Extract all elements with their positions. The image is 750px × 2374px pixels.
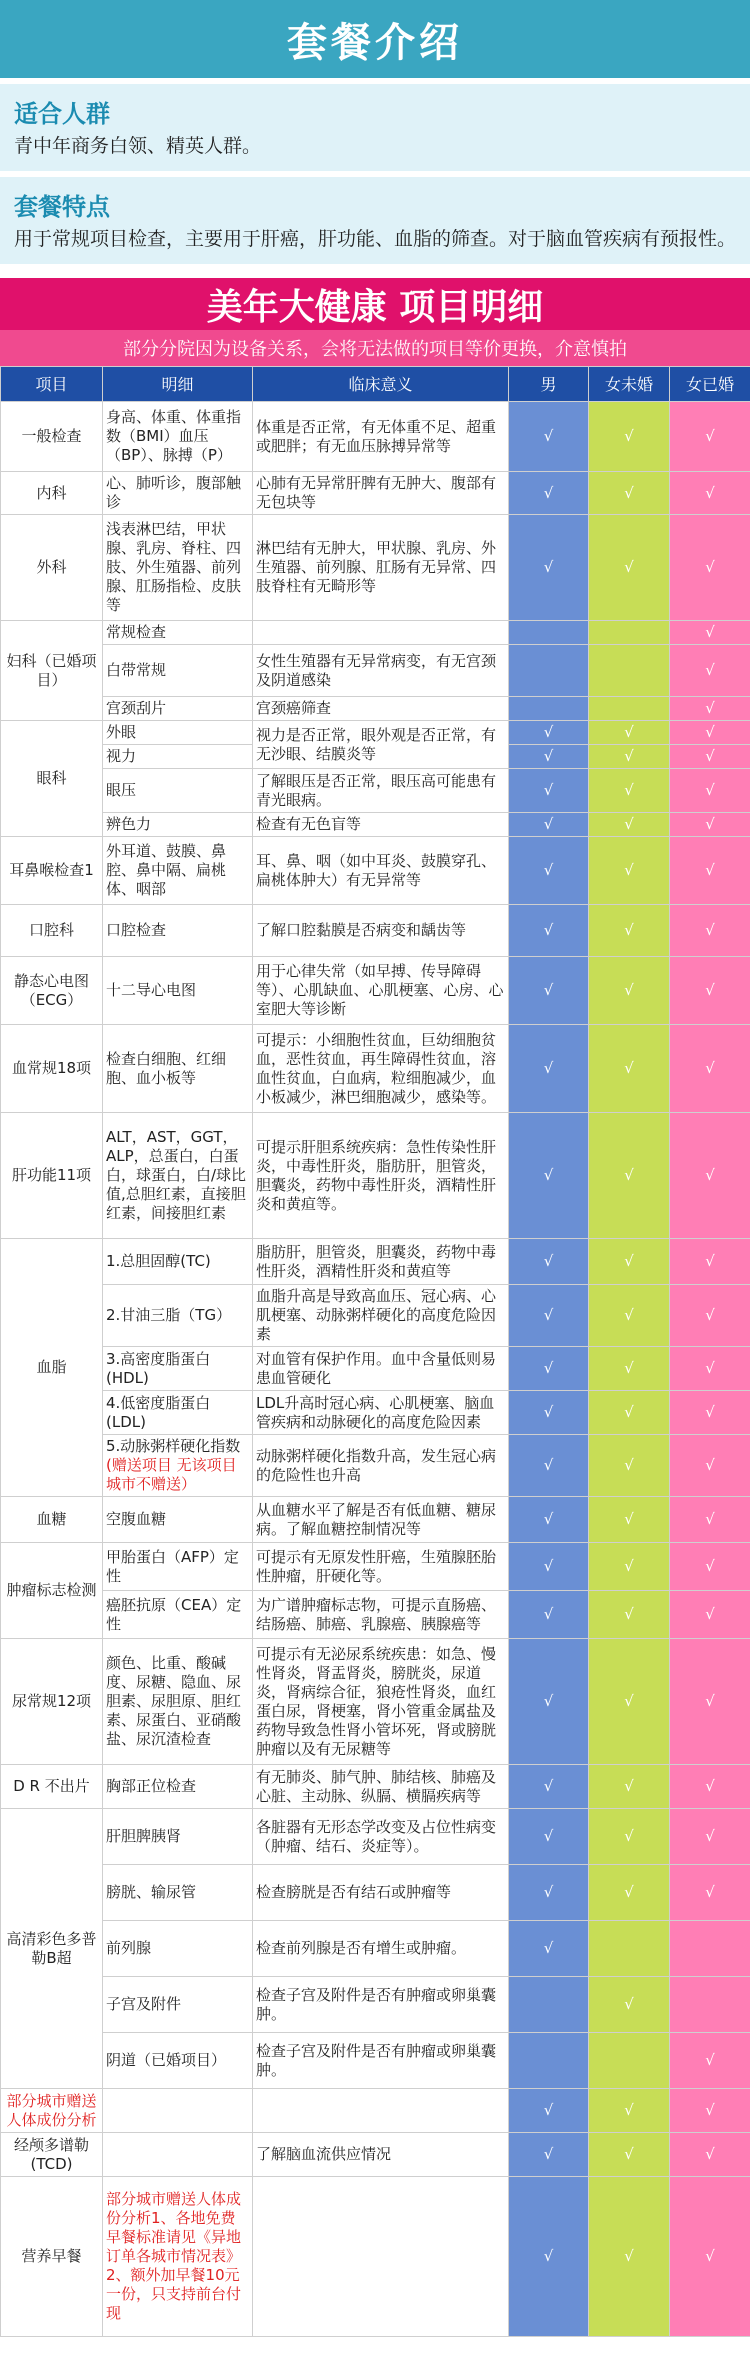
table-row	[1, 905, 750, 957]
detail-cell: 辨色力	[103, 813, 253, 837]
meaning-cell: 检查子宫及附件是否有肿瘤或卵巢囊肿。	[253, 1977, 509, 2033]
detail-cell: 4.低密度脂蛋白(LDL)	[103, 1391, 253, 1435]
suitable-text: 青中年商务白领、精英人群。	[14, 135, 262, 157]
table-row	[1, 1809, 750, 1865]
married-check: √	[670, 1543, 750, 1591]
married-check: √	[670, 957, 750, 1025]
married-empty	[670, 1977, 750, 2033]
table-row	[1, 1497, 750, 1543]
table-row	[1, 515, 750, 621]
single-empty	[589, 645, 670, 697]
table-row	[1, 721, 750, 745]
detail-cell: 外眼	[103, 721, 253, 745]
meaning-cell: 了解口腔黏膜是否病变和龋齿等	[253, 905, 509, 957]
meaning-cell: LDL升高时冠心病、心肌梗塞、脑血管疾病和动脉硬化的高度危险因素	[253, 1391, 509, 1435]
category-cell: 外科	[1, 515, 103, 621]
meaning-cell: 视力是否正常，眼外观是否正常，有无沙眼、结膜炎等	[253, 721, 509, 769]
table-row	[1, 2033, 750, 2089]
single-check: √	[589, 813, 670, 837]
col-male: 男	[509, 367, 589, 402]
single-check: √	[589, 1285, 670, 1347]
gift-note: (赠送项目 无该项目城市不赠送）	[106, 1456, 237, 1493]
male-empty	[509, 1977, 589, 2033]
single-check: √	[589, 837, 670, 905]
item-table	[0, 366, 750, 2337]
male-empty	[509, 621, 589, 645]
detail-cell: 3.高密度脂蛋白(HDL)	[103, 1347, 253, 1391]
detail-cell: 十二导心电图	[103, 957, 253, 1025]
detail-cell: 检查白细胞、红细胞、血小板等	[103, 1025, 253, 1113]
detail-cell: 癌胚抗原（CEA）定性	[103, 1591, 253, 1639]
category-cell: 经颅多谱勒(TCD)	[1, 2133, 103, 2177]
meaning-cell: 对血管有保护作用。血中含量低则易患血管硬化	[253, 1347, 509, 1391]
category-cell: 静态心电图（ECG）	[1, 957, 103, 1025]
meaning-cell: 有无肺炎、肺气肿、肺结核、肺癌及心脏、主动脉、纵膈、横膈疾病等	[253, 1765, 509, 1809]
single-check: √	[589, 1809, 670, 1865]
meaning-cell: 动脉粥样硬化指数升高，发生冠心病的危险性也升高	[253, 1435, 509, 1497]
married-check: √	[670, 1497, 750, 1543]
married-check: √	[670, 721, 750, 745]
table-row	[1, 2177, 750, 2337]
category-cell: 尿常规12项	[1, 1639, 103, 1765]
col-single: 女未婚	[589, 367, 670, 402]
detail-cell: 心、肺听诊，腹部触诊	[103, 472, 253, 515]
male-check: √	[509, 1347, 589, 1391]
detail-cell: 膀胱、输尿管	[103, 1865, 253, 1921]
married-check: √	[670, 1347, 750, 1391]
meaning-cell: 了解眼压是否正常，眼压高可能患有青光眼病。	[253, 769, 509, 813]
married-check: √	[670, 515, 750, 621]
meaning-cell	[253, 2089, 509, 2133]
table-row	[1, 472, 750, 515]
male-check: √	[509, 1865, 589, 1921]
table-row	[1, 1921, 750, 1977]
page-title: 套餐介绍	[287, 19, 463, 66]
meaning-cell: 了解脑血流供应情况	[253, 2133, 509, 2177]
table-row	[1, 837, 750, 905]
meaning-cell: 脂肪肝，胆管炎，胆囊炎，药物中毒性肝炎，酒精性肝炎和黄疸等	[253, 1239, 509, 1285]
page-header	[0, 0, 750, 78]
married-check: √	[670, 1809, 750, 1865]
male-check: √	[509, 1765, 589, 1809]
table-row	[1, 402, 750, 472]
married-check: √	[670, 402, 750, 472]
male-check: √	[509, 1809, 589, 1865]
meaning-cell: 检查子宫及附件是否有肿瘤或卵巢囊肿。	[253, 2033, 509, 2089]
single-check: √	[589, 1113, 670, 1239]
table-row	[1, 1285, 750, 1347]
male-check: √	[509, 957, 589, 1025]
table-row	[1, 1435, 750, 1497]
spacer	[0, 264, 750, 278]
male-check: √	[509, 1113, 589, 1239]
detail-cell: 2.甘油三脂（TG）	[103, 1285, 253, 1347]
detail-cell: 浅表淋巴结，甲状腺、乳房、脊柱、四肢、外生殖器、前列腺、肛肠指检、皮肤等	[103, 515, 253, 621]
meaning-cell: 各脏器有无形态学改变及占位性病变（肿瘤、结石、炎症等）。	[253, 1809, 509, 1865]
category-cell: 耳鼻喉检查1	[1, 837, 103, 905]
meaning-cell	[253, 2177, 509, 2337]
category-cell: 血脂	[1, 1239, 103, 1497]
meaning-cell: 体重是否正常，有无体重不足、超重或肥胖；有无血压脉搏异常等	[253, 402, 509, 472]
table-row	[1, 2133, 750, 2177]
male-check: √	[509, 1591, 589, 1639]
table-row	[1, 1391, 750, 1435]
married-check: √	[670, 1391, 750, 1435]
detail-text: 5.动脉粥样硬化指数	[106, 1437, 241, 1455]
detail-cell: 常规检查	[103, 621, 253, 645]
meaning-cell: 女性生殖器有无异常病变，有无宫颈及阴道感染	[253, 645, 509, 697]
category-cell: 内科	[1, 472, 103, 515]
single-check: √	[589, 1239, 670, 1285]
detail-cell: 1.总胆固醇(TC)	[103, 1239, 253, 1285]
married-check: √	[670, 837, 750, 905]
table-row	[1, 1113, 750, 1239]
table-row	[1, 1347, 750, 1391]
detail-cell: 身高、体重、体重指数（BMI）血压（BP）、脉搏（P）	[103, 402, 253, 472]
table-row	[1, 1865, 750, 1921]
meaning-cell	[253, 621, 509, 645]
male-check: √	[509, 721, 589, 745]
suitable-heading: 适合人群	[14, 100, 110, 128]
category-cell: 眼科	[1, 721, 103, 837]
male-check: √	[509, 905, 589, 957]
male-check: √	[509, 515, 589, 621]
male-check: √	[509, 837, 589, 905]
male-check: √	[509, 2133, 589, 2177]
detail-notice: 部分分院因为设备关系，会将无法做的项目等价更换，介意慎拍	[0, 330, 750, 366]
table-row	[1, 769, 750, 813]
single-check: √	[589, 905, 670, 957]
category-cell: 一般检查	[1, 402, 103, 472]
single-check: √	[589, 1347, 670, 1391]
married-check: √	[670, 2177, 750, 2337]
detail-cell	[103, 2133, 253, 2177]
detail-cell: 颜色、比重、酸碱度、尿糖、隐血、尿胆素、尿胆原、胆红素、尿蛋白、亚硝酸盐、尿沉渣检查	[103, 1639, 253, 1765]
married-check: √	[670, 1639, 750, 1765]
single-check: √	[589, 1765, 670, 1809]
married-check: √	[670, 1113, 750, 1239]
table-row	[1, 2089, 750, 2133]
single-check: √	[589, 515, 670, 621]
male-check: √	[509, 769, 589, 813]
meaning-cell: 用于心律失常（如早搏、传导障碍等）、心肌缺血、心肌梗塞、心房、心室肥大等诊断	[253, 957, 509, 1025]
detail-cell: 白带常规	[103, 645, 253, 697]
detail-cell: 子宫及附件	[103, 1977, 253, 2033]
married-check: √	[670, 2033, 750, 2089]
married-check: √	[670, 1765, 750, 1809]
single-check: √	[589, 1865, 670, 1921]
single-check: √	[589, 472, 670, 515]
table-row	[1, 1025, 750, 1113]
meaning-cell: 检查膀胱是否有结石或肿瘤等	[253, 1865, 509, 1921]
male-check: √	[509, 1543, 589, 1591]
detail-cell: 宫颈刮片	[103, 697, 253, 721]
detail-cell	[103, 1435, 253, 1497]
detail-cell: 外耳道、鼓膜、鼻腔、鼻中隔、扁桃体、咽部	[103, 837, 253, 905]
male-empty	[509, 697, 589, 721]
male-check: √	[509, 1639, 589, 1765]
single-empty	[589, 1921, 670, 1977]
category-cell: 营养早餐	[1, 2177, 103, 2337]
married-check: √	[670, 813, 750, 837]
male-check: √	[509, 2177, 589, 2337]
male-check: √	[509, 1497, 589, 1543]
single-check: √	[589, 1977, 670, 2033]
detail-cell: 胸部正位检查	[103, 1765, 253, 1809]
married-empty	[670, 1921, 750, 1977]
table-row	[1, 813, 750, 837]
category-cell: 肿瘤标志检测	[1, 1543, 103, 1639]
meaning-cell: 可提示肝胆系统疾病：急性传染性肝炎，中毒性肝炎，脂肪肝，胆管炎，胆囊炎，药物中毒性肝炎，酒精性肝炎和黄疸等。	[253, 1113, 509, 1239]
detail-cell: 口腔检查	[103, 905, 253, 957]
meaning-cell: 可提示有无泌尿系统疾患：如急、慢性肾炎，肾盂肾炎，膀胱炎，尿道炎，肾病综合征，狼疮性肾炎，血红蛋白尿，肾梗塞，肾小管重金属盐及药物导致急性肾小管坏死，肾或膀胱肿瘤以及有无尿糖等	[253, 1639, 509, 1765]
meaning-cell: 宫颈癌筛查	[253, 697, 509, 721]
male-check: √	[509, 472, 589, 515]
single-check: √	[589, 1435, 670, 1497]
table-row	[1, 1977, 750, 2033]
features-text: 用于常规项目检查，主要用于肝癌，肝功能、血脂的筛查。对于脑血管疾病有预报性。	[14, 228, 737, 250]
single-check: √	[589, 957, 670, 1025]
meaning-cell: 检查前列腺是否有增生或肿瘤。	[253, 1921, 509, 1977]
single-empty	[589, 2033, 670, 2089]
married-check: √	[670, 1435, 750, 1497]
detail-cell: 甲胎蛋白（AFP）定性	[103, 1543, 253, 1591]
married-check: √	[670, 2089, 750, 2133]
meaning-cell: 可提示：小细胞性贫血，巨幼细胞贫血，恶性贫血，再生障碍性贫血，溶血性贫血，白血病，粒细胞减少，血小板减少，淋巴细胞减少，感染等。	[253, 1025, 509, 1113]
male-check: √	[509, 1391, 589, 1435]
male-check: √	[509, 2089, 589, 2133]
married-check: √	[670, 745, 750, 769]
detail-cell: 部分城市赠送人体成份分析1、各地免费早餐标准请见《异地订单各城市情况表》 2、额外加早餐10元一份，只支持前台付现	[103, 2177, 253, 2337]
male-check: √	[509, 1285, 589, 1347]
category-cell: 妇科（已婚项目）	[1, 621, 103, 721]
meaning-cell: 淋巴结有无肿大，甲状腺、乳房、外生殖器、前列腺、肛肠有无异常、四肢脊柱有无畸形等	[253, 515, 509, 621]
married-check: √	[670, 1285, 750, 1347]
detail-cell: 前列腺	[103, 1921, 253, 1977]
meaning-cell: 可提示有无原发性肝癌，生殖腺胚胎性肿瘤，肝硬化等。	[253, 1543, 509, 1591]
single-check: √	[589, 1639, 670, 1765]
detail-cell	[103, 2089, 253, 2133]
single-check: √	[589, 1391, 670, 1435]
meaning-cell: 检查有无色盲等	[253, 813, 509, 837]
table-row	[1, 957, 750, 1025]
category-cell: 血常规18项	[1, 1025, 103, 1113]
category-cell: 部分城市赠送人体成份分析	[1, 2089, 103, 2133]
male-empty	[509, 645, 589, 697]
married-check: √	[670, 1025, 750, 1113]
male-check: √	[509, 1435, 589, 1497]
category-cell: D R 不出片	[1, 1765, 103, 1809]
single-check: √	[589, 1591, 670, 1639]
married-check: √	[670, 905, 750, 957]
single-check: √	[589, 1497, 670, 1543]
features-section	[0, 177, 750, 264]
male-check: √	[509, 1025, 589, 1113]
married-check: √	[670, 645, 750, 697]
category-cell: 血糖	[1, 1497, 103, 1543]
category-cell: 肝功能11项	[1, 1113, 103, 1239]
male-check: √	[509, 1921, 589, 1977]
single-check: √	[589, 745, 670, 769]
table-row	[1, 697, 750, 721]
detail-title: 美年大健康 项目明细	[0, 278, 750, 330]
single-check: √	[589, 402, 670, 472]
features-heading: 套餐特点	[14, 193, 110, 221]
detail-cell: ALT，AST，GGT，ALP，总蛋白，白蛋白，球蛋白，白/球比值,总胆红素，直接胆红素，间接胆红素	[103, 1113, 253, 1239]
detail-cell: 阴道（已婚项目）	[103, 2033, 253, 2089]
married-check: √	[670, 1591, 750, 1639]
category-cell: 口腔科	[1, 905, 103, 957]
col-meaning: 临床意义	[253, 367, 509, 402]
table-row	[1, 1239, 750, 1285]
married-check: √	[670, 1239, 750, 1285]
married-check: √	[670, 621, 750, 645]
table-row	[1, 1543, 750, 1591]
meaning-cell: 血脂升高是导致高血压、冠心病、心肌梗塞、动脉粥样硬化的高度危险因素	[253, 1285, 509, 1347]
detail-cell: 肝胆脾胰肾	[103, 1809, 253, 1865]
single-check: √	[589, 1025, 670, 1113]
meaning-cell: 耳、鼻、咽（如中耳炎、鼓膜穿孔、扁桃体肿大）有无异常等	[253, 837, 509, 905]
category-cell: 高清彩色多普勒B超	[1, 1809, 103, 2089]
single-check: √	[589, 769, 670, 813]
table-header-row	[1, 367, 750, 402]
male-check: √	[509, 1239, 589, 1285]
col-detail: 明细	[103, 367, 253, 402]
suitable-section	[0, 84, 750, 171]
detail-cell: 眼压	[103, 769, 253, 813]
male-check: √	[509, 745, 589, 769]
table-row	[1, 1591, 750, 1639]
detail-cell: 空腹血糖	[103, 1497, 253, 1543]
single-check: √	[589, 2089, 670, 2133]
male-check: √	[509, 402, 589, 472]
married-check: √	[670, 1865, 750, 1921]
col-item: 项目	[1, 367, 103, 402]
table-row	[1, 1765, 750, 1809]
detail-cell: 视力	[103, 745, 253, 769]
male-empty	[509, 2033, 589, 2089]
married-check: √	[670, 472, 750, 515]
meaning-cell: 从血糖水平了解是否有低血糖、糖尿病。了解血糖控制情况等	[253, 1497, 509, 1543]
single-empty	[589, 621, 670, 645]
table-row	[1, 645, 750, 697]
col-married: 女已婚	[670, 367, 750, 402]
table-row	[1, 621, 750, 645]
single-check: √	[589, 721, 670, 745]
married-check: √	[670, 697, 750, 721]
meaning-cell: 为广谱肿瘤标志物，可提示直肠癌、结肠癌、肺癌、乳腺癌、胰腺癌等	[253, 1591, 509, 1639]
single-empty	[589, 697, 670, 721]
single-check: √	[589, 2177, 670, 2337]
single-check: √	[589, 1543, 670, 1591]
married-check: √	[670, 2133, 750, 2177]
table-row	[1, 1639, 750, 1765]
meaning-cell: 心肺有无异常肝脾有无肿大、腹部有无包块等	[253, 472, 509, 515]
male-check: √	[509, 813, 589, 837]
married-check: √	[670, 769, 750, 813]
single-check: √	[589, 2133, 670, 2177]
